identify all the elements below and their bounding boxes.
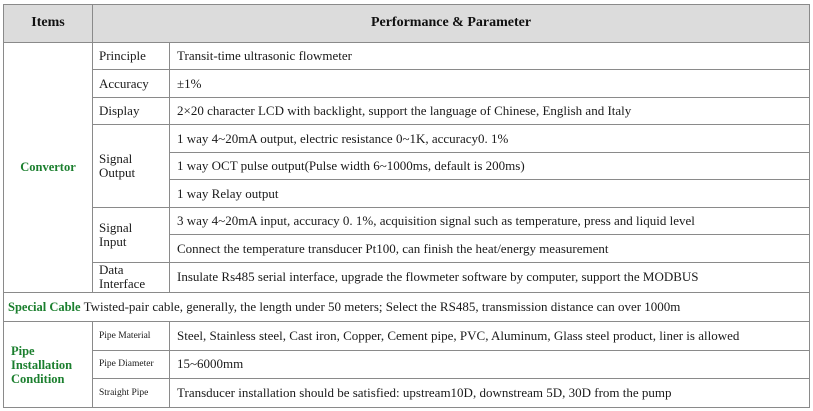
label-data-interface — [93, 262, 170, 292]
label-straight-pipe: Straight Pipe — [93, 379, 170, 408]
table-row — [4, 207, 810, 235]
spec-table — [3, 4, 810, 408]
value-signal-input-2: Connect the temperature transducer Pt100, can finish the heat/energy measurement — [170, 235, 810, 263]
table-row — [4, 97, 810, 125]
value-signal-output-3: 1 way Relay output — [170, 180, 810, 208]
value-signal-output-2: 1 way OCT pulse output(Pulse width 6~1000ms, default is 200ms) — [170, 152, 810, 180]
table-row — [4, 262, 810, 292]
label-display: Display — [93, 97, 170, 125]
label-signal-output-line1: Signal — [99, 151, 133, 167]
label-principle: Principle — [93, 42, 170, 70]
category-convertor: Convertor — [4, 42, 93, 292]
special-cable-row — [4, 292, 810, 322]
value-pipe-material: Steel, Stainless steel, Cast iron, Copper, Cement pipe, PVC, Aluminum, Glass steel product, liner is allowed — [170, 322, 810, 351]
value-signal-input-1: 3 way 4~20mA input, accuracy 0. 1%, acquisition signal such as temperature, press and liquid level — [170, 207, 810, 235]
table-row — [4, 70, 810, 98]
label-pipe-diameter: Pipe Diameter — [93, 350, 170, 379]
label-signal-output-line2: Output — [99, 165, 136, 181]
table-row — [4, 42, 810, 70]
header-row — [4, 5, 810, 43]
label-signal-input-line2: Input — [99, 233, 127, 249]
value-data-interface: Insulate Rs485 serial interface, upgrade the flowmeter software by computer, support the MODBUS — [170, 262, 810, 292]
category-pipe-line2: Installation — [11, 357, 73, 372]
label-accuracy: Accuracy — [93, 70, 170, 98]
label-signal-input-line1: Signal — [99, 219, 133, 235]
value-special-cable: Twisted-pair cable, generally, the length under 50 meters; Select the RS485, transmission distance can over 1000m — [83, 298, 681, 314]
category-pipe-line1: Pipe — [11, 343, 35, 358]
label-data-interface-line2: Interface — [99, 276, 146, 292]
label-signal-input — [93, 207, 170, 262]
table-row — [4, 292, 810, 322]
header-performance: Performance & Parameter — [93, 5, 810, 43]
category-pipe-line3: Condition — [11, 371, 65, 386]
header-items: Items — [4, 5, 93, 43]
category-special-cable: Special Cable — [8, 299, 81, 314]
value-principle: Transit-time ultrasonic flowmeter — [170, 42, 810, 70]
value-pipe-diameter: 15~6000mm — [170, 350, 810, 379]
table-row — [4, 379, 810, 408]
value-signal-output-1: 1 way 4~20mA output, electric resistance 0~1K, accuracy0. 1% — [170, 125, 810, 153]
value-display: 2×20 character LCD with backlight, support the language of Chinese, English and Italy — [170, 97, 810, 125]
label-pipe-material: Pipe Material — [93, 322, 170, 351]
table-row — [4, 350, 810, 379]
table-row — [4, 125, 810, 153]
table-row — [4, 322, 810, 351]
label-data-interface-line1: Data — [99, 262, 124, 278]
value-accuracy: ±1% — [170, 70, 810, 98]
category-pipe-installation — [4, 322, 93, 408]
label-signal-output — [93, 125, 170, 208]
value-straight-pipe: Transducer installation should be satisfied: upstream10D, downstream 5D, 30D from the pump — [170, 379, 810, 408]
